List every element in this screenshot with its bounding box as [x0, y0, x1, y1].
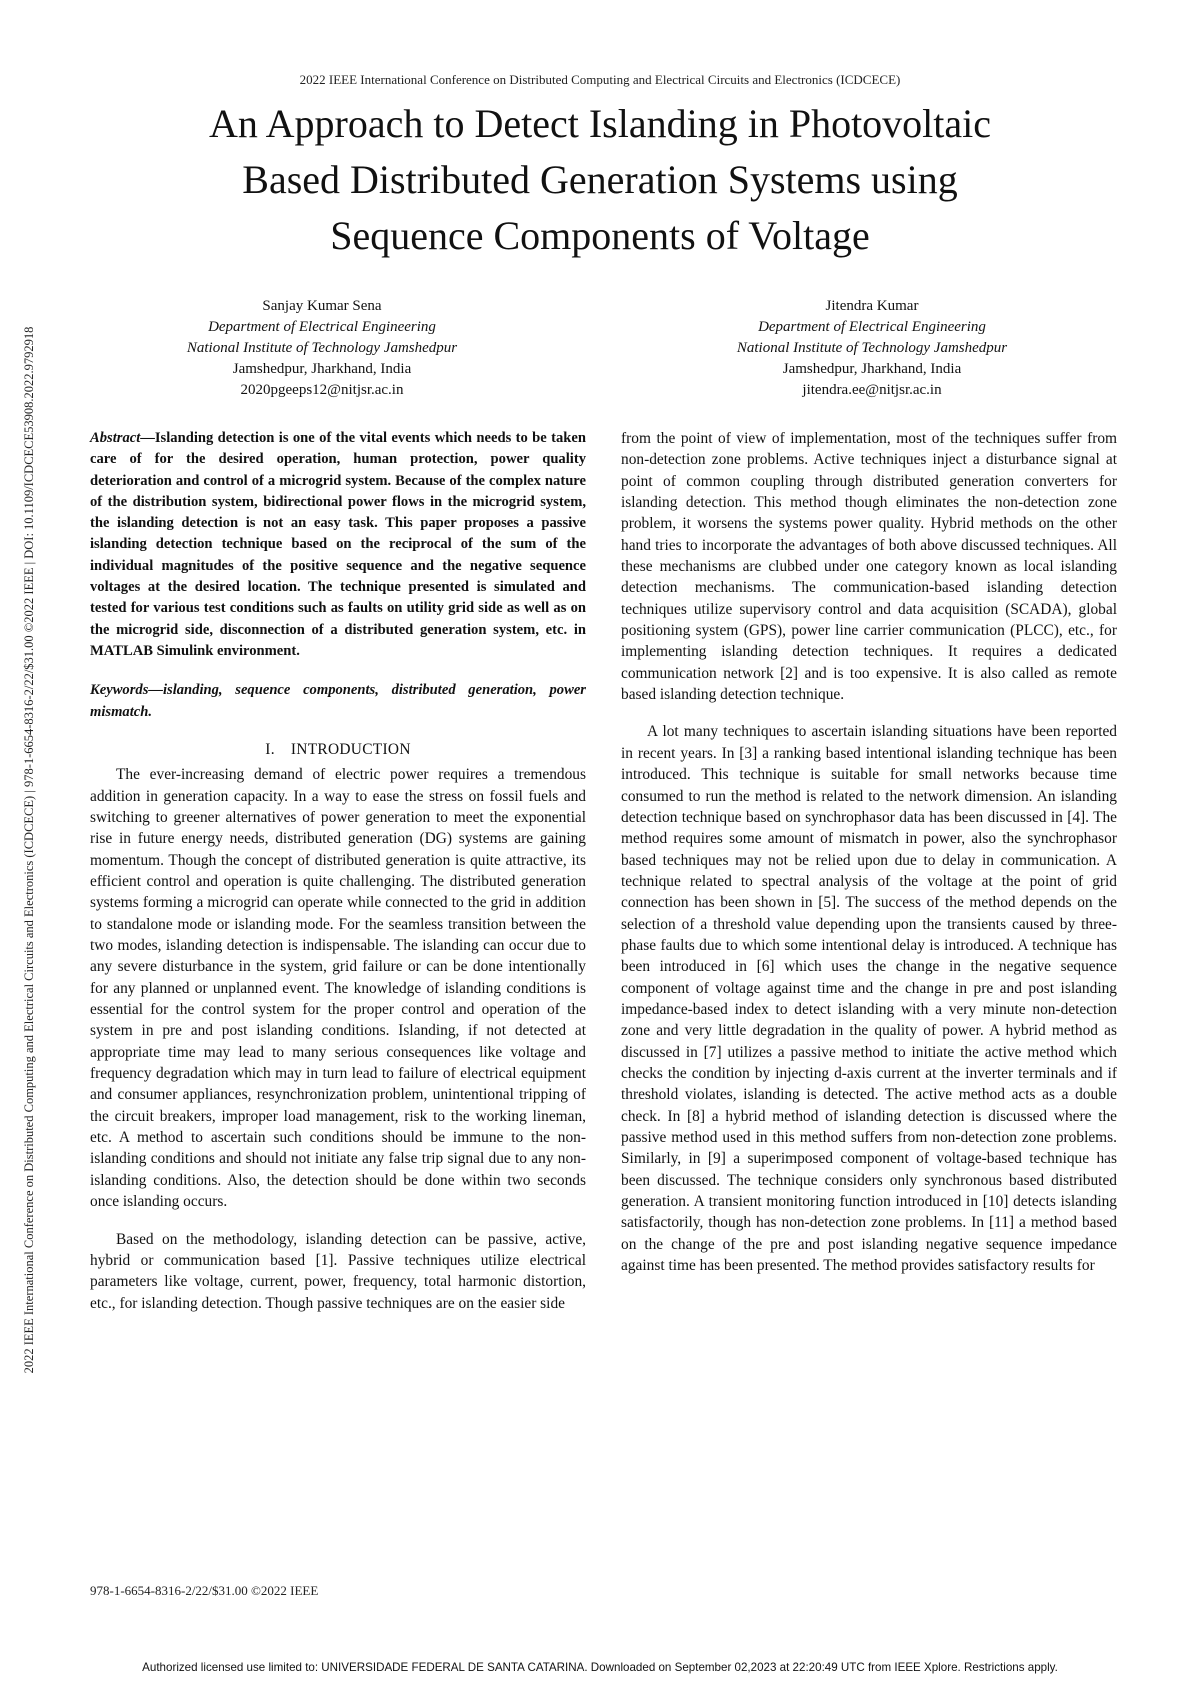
author-block-1 [112, 296, 532, 401]
author-name: Jitendra Kumar [825, 298, 919, 314]
author-institution: National Institute of Technology Jamshedpur [186, 340, 458, 356]
author-block-2 [662, 296, 1082, 401]
paragraph: The ever-increasing demand of electric power requires a tremendous addition in generation capacity. In a way to ease the stress on fossil fuels and switching to greener alternatives of power generation to meet the exponential rise in future energy needs, distributed generation (DG) systems are gaining momentum. Though the concept of distributed generation is quite attractive, its efficient control and operation is quite challenging. The distributed generation systems forming a microgrid can operate while connected to the grid in addition to standalone mode or islanding mode. For the seamless transition between the two modes, islanding detection is indispensable. The islanding can occur due to any severe disturbance in the system, grid failure or can be done intentionally for any planned or unplanned event. The knowledge of islanding conditions is essential for the control system for the proper control and operation of the system in pre and post islanding conditions. Islanding, if not detected at appropriate time may lead to many serious consequences like voltage and frequency degradation which may in turn lead to failure of electrical equipment and consumer appliances, resynchronization problem, unintentional tripping of the circuit breakers, improper load management, risk to the working lineman, etc. A method to ascertain such conditions should be immune to the non-islanding conditions and should not initiate any false trip signal due to any non-islanding conditions. Also, the detection should be done within two seconds once islanding occurs. [90, 766, 586, 1211]
side-doi-label: 2022 IEEE International Conference on Distributed Computing and Electrical Circuits and Electronics (ICDCECE) | 978-1-6654-8316-2/22/$31.00 ©2022 IEEE | DOI: 10.1109/ICDCECE53908.2022.9792918 [22, 326, 36, 1374]
author-department: Department of Electrical Engineering [208, 319, 436, 335]
author-institution: National Institute of Technology Jamshedpur [736, 340, 1008, 356]
author-email: jitendra.ee@nitjsr.ac.in [802, 382, 942, 398]
author-email: 2020pgeeps12@nitjsr.ac.in [240, 382, 404, 398]
right-column [621, 428, 1117, 1276]
keywords: Keywords—islanding, sequence components, distributed generation, power mismatch. [90, 682, 586, 720]
section-title-rest: NTRODUCTION [296, 740, 411, 758]
section-number: I. [265, 740, 275, 758]
footer-license: Authorized licensed use limited to: UNIVERSIDADE FEDERAL DE SANTA CATARINA. Downloaded on September 02,2023 at 22:20:49 UTC from IEEE Xplore. Restrictions apply. [142, 1661, 1058, 1674]
paper-title [100, 96, 1100, 264]
footer-isbn: 978-1-6654-8316-2/22/$31.00 ©2022 IEEE [90, 1583, 319, 1598]
paragraph: Based on the methodology, islanding detection can be passive, active, hybrid or communication based [1]. Passive techniques utilize electrical parameters like voltage, current, power, frequency, total harmonic distortion, etc., for islanding detection. Though passive techniques are on the easier side [90, 1230, 586, 1312]
paragraph: A lot many techniques to ascertain islanding situations have been reported in recent years. In [3] a ranking based intentional islanding technique has been introduced. This technique is suitable for small networks because time consumed to run the method is related to the network dimension. An islanding detection technique based on synchrophasor data has been discussed in [4]. The method requires some amount of mismatch in power, also the synchrophasor based techniques may not be relied upon due to delay in communication. A technique related to spectral analysis of the voltage at the point of grid connection has been shown in [5]. The success of the method depends on the selection of a threshold value depending upon the transients caused by three-phase faults due to which some intentional delay is introduced. A technique has been introduced in [6] which uses the change in the negative sequence component of voltage against time and the change in pre and post islanding impedance-based index to detect islanding with a very minute non-detection zone and very little degradation in the quality of power. A hybrid method as discussed in [7] utilizes a passive method to initiate the active method which checks the condition by injecting d-axis current at the inverter terminals and if threshold violates, islanding is detected. The active method acts as a double check. In [8] a hybrid method of islanding detection is discussed where the passive method used in this method suffers from non-detection zone problems. Similarly, in [9] a superimposed component of voltage-based technique has been discussed. The technique considers only synchronous based distributed generation. A transient monitoring function introduced in [10] detects islanding satisfactorily, though has non-detection zone problems. In [11] a method based on the change of the pre and post islanding negative sequence impedance against time has been presented. The method provides satisfactory results for [621, 723, 1117, 1275]
section-title-initial: I [290, 740, 297, 758]
author-location: Jamshedpur, Jharkhand, India [782, 361, 962, 377]
title-line: An Approach to Detect Islanding in Photovoltaic [208, 101, 992, 146]
title-line: Sequence Components of Voltage [330, 213, 870, 258]
left-column [90, 428, 586, 1314]
title-line: Based Distributed Generation Systems using [242, 157, 958, 202]
paragraph: from the point of view of implementation, most of the techniques suffer from non-detection zone problems. Active techniques inject a disturbance signal at point of common coupling through distributed generation converters for islanding detection. This method though eliminates the non-detection zone problem, it worsens the systems power quality. Hybrid methods on the other hand tries to incorporate the advantages of both above discussed techniques. All these mechanisms are clubbed under one category known as local islanding detection mechanisms. The communication-based islanding detection techniques utilize supervisory control and data acquisition (SCADA), global positioning system (GPS), power line carrier communication (PLCC), etc., for implementing islanding detection techniques. It requires a dedicated communication network [2] and is too expensive. It is also called as remote based islanding detection technique. [621, 430, 1117, 704]
abstract-lead: Abstract [90, 430, 141, 446]
author-name: Sanjay Kumar Sena [262, 298, 382, 314]
abstract [90, 428, 586, 662]
section-heading-introduction [90, 739, 586, 760]
abstract-text: —Islanding detection is one of the vital events which needs to be taken care of for the desired operation, human protection, power quality deterioration and control of a microgrid system. Because of the complex nature of the distribution system, bidirectional power flows in the microgrid system, the islanding detection is not an easy task. This paper proposes a passive islanding detection technique based on the reciprocal of the sum of the individual magnitudes of the positive sequence and the negative sequence voltages at the desired location. The technique presented is simulated and tested for various test conditions such as faults on utility grid side as well as on the microgrid side, disconnection of a distributed generation system, etc. in MATLAB Simulink environment. [90, 430, 586, 659]
author-department: Department of Electrical Engineering [758, 319, 986, 335]
conference-header: 2022 IEEE International Conference on Distributed Computing and Electrical Circuits and Electronics (ICDCECE) [299, 72, 901, 87]
author-location: Jamshedpur, Jharkhand, India [232, 361, 412, 377]
